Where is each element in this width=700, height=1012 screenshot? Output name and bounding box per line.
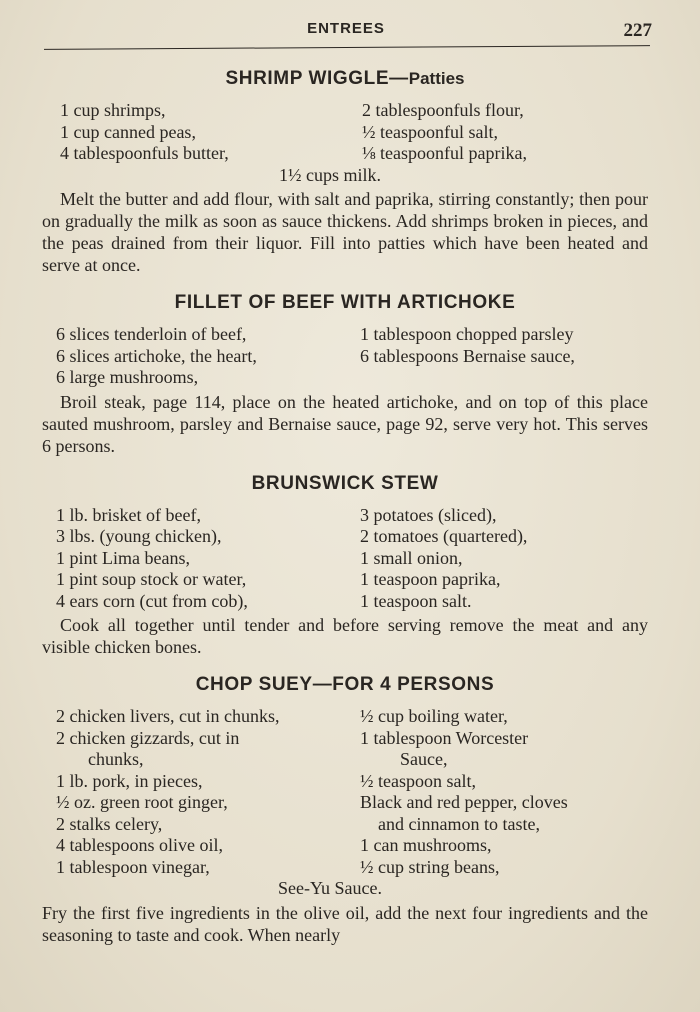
running-head	[40, 20, 652, 46]
ingredient-item: 4 ears corn (cut from cob),	[56, 590, 248, 611]
recipe-shrimp-wiggle	[42, 68, 648, 276]
recipe-method: Melt the butter and add flour, with salt and paprika, stirring constantly; then pour on gradually the milk as soon as sauce thickens. Add shrimps broken in pieces, and the peas drained from their liquor. Fill into patties which have been heated and serve at once.	[42, 189, 648, 275]
ingredient-item	[56, 771, 360, 793]
running-head-title: ENTREES	[307, 20, 385, 37]
ingredient-item	[360, 367, 648, 389]
ingredient-line: ½ cup boiling water,	[360, 706, 508, 726]
recipe-title: BRUNSWICK STEW	[251, 472, 439, 494]
recipe-brunswick-stew	[42, 473, 648, 659]
ingredient-item	[360, 728, 648, 771]
ingredient-item: 6 large mushrooms,	[56, 367, 199, 387]
ingredient-item: 3 potatoes (sliced),	[360, 504, 497, 525]
ingredient-list	[42, 100, 648, 165]
ingredient-item: 1 teaspoon salt.	[360, 590, 472, 611]
ingredient-item	[360, 835, 648, 857]
page-number: 227	[623, 20, 652, 41]
ingredient-list	[42, 505, 648, 613]
recipe-title: CHOP SUEY—FOR 4 PERSONS	[195, 674, 495, 695]
ingredient-item	[56, 728, 360, 771]
ingredient-item: 4 tablespoonfuls butter,	[60, 143, 229, 163]
ingredient-list	[42, 324, 648, 389]
recipe-title	[42, 68, 648, 90]
ingredient-line: Black and red pepper, cloves	[360, 792, 568, 812]
ingredient-item: 1 cup canned peas,	[60, 121, 196, 142]
ingredient-item	[360, 771, 648, 793]
ingredient-item: 1 lb. brisket of beef,	[56, 504, 201, 525]
ingredient-line: 4 tablespoons olive oil,	[56, 835, 223, 855]
ingredient-item	[360, 857, 648, 879]
ingredient-item: ½ teaspoonful salt,	[362, 121, 498, 142]
ingredient-item-centered: See-Yu Sauce.	[278, 878, 382, 898]
ingredient-item	[56, 814, 360, 836]
ingredient-line: 1 tablespoon vinegar,	[56, 856, 210, 877]
recipe-fillet-of-beef	[42, 292, 648, 457]
ingredient-item: 1 small onion,	[360, 547, 463, 568]
ingredient-item: 1 cup shrimps,	[60, 100, 166, 120]
ingredient-item	[360, 706, 648, 728]
ingredient-line: ½ cup string beans,	[360, 856, 500, 877]
ingredient-item: 1 tablespoon chopped parsley	[360, 324, 574, 344]
recipe-chop-suey	[42, 674, 648, 946]
ingredient-item: 6 tablespoons Bernaise sauce,	[360, 345, 575, 366]
ingredient-list	[42, 706, 648, 878]
recipe-title-main: SHRIMP WIGGLE—	[225, 68, 409, 89]
ingredient-item: 3 lbs. (young chicken),	[56, 526, 222, 546]
ingredient-item	[56, 857, 360, 879]
ingredient-line: 2 chicken livers, cut in chunks,	[56, 706, 280, 726]
ingredient-line: 2 chicken gizzards, cut in	[56, 727, 240, 748]
ingredient-continuation: and cinnamon to taste,	[378, 813, 540, 834]
ingredient-line: 1 tablespoon Worcester	[360, 727, 529, 748]
ingredient-item: 2 tablespoonfuls flour,	[362, 100, 524, 120]
recipe-title-sub: Patties	[408, 69, 465, 88]
ingredient-item	[360, 792, 648, 835]
ingredient-item: 1 pint soup stock or water,	[56, 569, 247, 589]
ingredient-item: 6 slices tenderloin of beef,	[56, 324, 247, 344]
recipe-method: Cook all together until tender and before serving remove the meat and any visible chicken bones.	[42, 615, 648, 657]
ingredient-item-centered: 1½ cups milk.	[279, 164, 381, 185]
recipe-method: Fry the first five ingredients in the olive oil, add the next four ingredients and the seasoning to taste and cook. When nearly	[42, 902, 648, 945]
recipe-method: Broil steak, page 114, place on the heated artichoke, and on top of this place sauted mushroom, parsley and Bernaise sauce, page 92, serve very hot. This serves 6 persons.	[42, 391, 648, 456]
ingredient-continuation: Sauce,	[400, 749, 448, 769]
ingredient-item: 6 slices artichoke, the heart,	[56, 345, 257, 366]
ingredient-item: 1 pint Lima beans,	[56, 547, 190, 568]
ingredient-continuation: chunks,	[88, 749, 144, 769]
recipe-title: FILLET OF BEEF WITH ARTICHOKE	[174, 292, 516, 313]
ingredient-item	[56, 706, 360, 728]
ingredient-item	[56, 835, 360, 857]
ingredient-item: ⅛ teaspoonful paprika,	[362, 143, 527, 163]
ingredient-line: ½ oz. green root ginger,	[56, 792, 228, 812]
ingredient-line: 1 can mushrooms,	[360, 835, 492, 855]
ingredient-item: 2 tomatoes (quartered),	[360, 526, 528, 546]
ingredient-line: 1 lb. pork, in pieces,	[56, 770, 203, 791]
ingredient-line: ½ teaspoon salt,	[360, 770, 476, 791]
page-content	[42, 68, 648, 962]
ingredient-item	[56, 792, 360, 814]
ingredient-item: 1 teaspoon paprika,	[360, 569, 501, 589]
ingredient-line: 2 stalks celery,	[56, 813, 163, 834]
